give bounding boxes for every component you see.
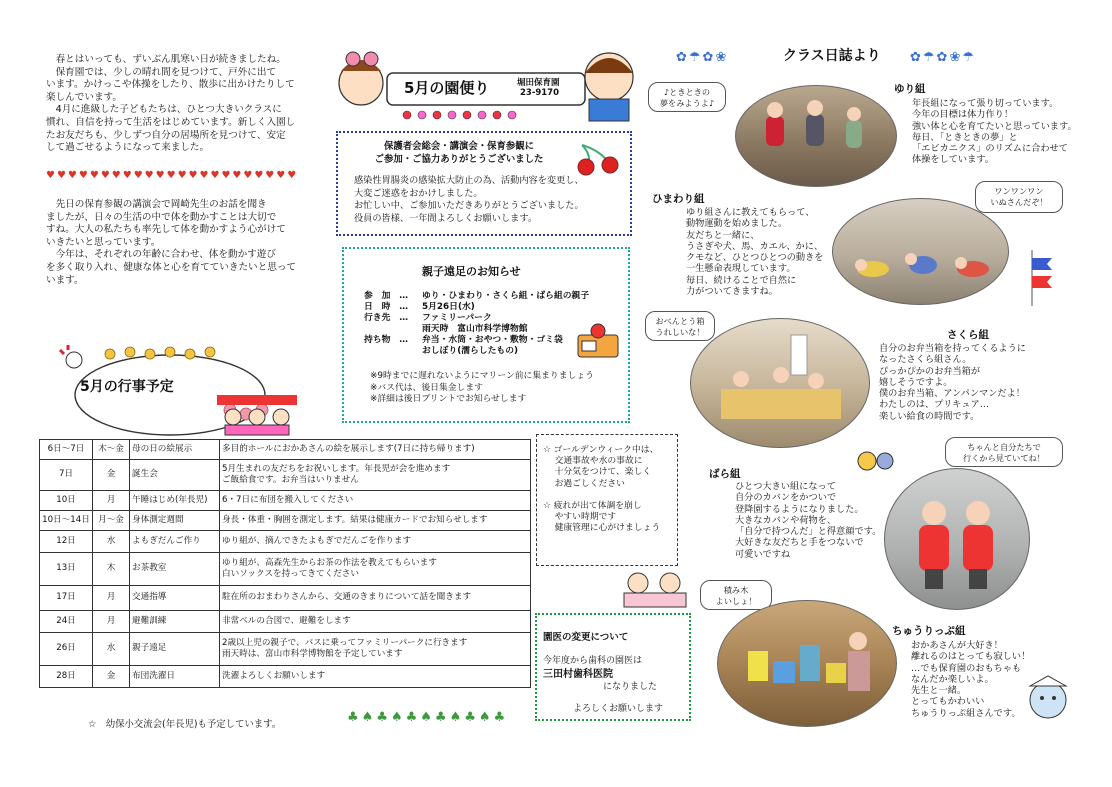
nursery-name: 堀田保育園: [517, 78, 560, 88]
schedule-date: 10日～14日: [40, 511, 93, 531]
class-name-sakura: さくら組: [947, 329, 989, 341]
table-row: [40, 633, 531, 666]
schedule-title: 5月の行事予定: [80, 379, 174, 395]
schedule-day: 月～金: [93, 511, 130, 531]
class-text-chuurippu: おかあさんが大好き！ 離れるのはとっても寂しい！ …でも保育園のおもちゃも なんだか楽しいよ。 先生と一緒。 とってもかわいい ちゅうりっぷ組さんです。: [911, 640, 1031, 719]
dentist-line3: よろしくお願いします: [573, 704, 664, 714]
bubble-sakura: おべんとう箱 うれしいな！: [645, 311, 715, 341]
cherry-icon: [566, 141, 626, 177]
health-note-box: [536, 434, 678, 566]
chick-sticker-icon: [1020, 672, 1076, 722]
schedule-day: 木: [93, 553, 130, 586]
schedule-event: お茶教室: [130, 553, 220, 586]
schedule-date: 7日: [40, 460, 93, 491]
excursion-label: 行き先 …: [364, 313, 408, 323]
bubble-himawari: ワンワンワン いぬさんだぞ！: [975, 181, 1063, 213]
schedule-detail: 身長・体重・胸囲を測定します。結果は健康カードでお知らせします: [220, 511, 531, 531]
schedule-date: 26日: [40, 633, 93, 666]
schedule-date: 10日: [40, 491, 93, 511]
dentist-line1: 今年度から歯科の園医は: [543, 656, 643, 666]
schedule-table: [39, 439, 531, 688]
schedule-day: 月: [93, 491, 130, 511]
schedule-date: 6日～7日: [40, 440, 93, 460]
schedule-event: 身体測定週間: [130, 511, 220, 531]
excursion-value: ゆり・ひまわり・さくら組・ばら組の親子: [422, 291, 590, 301]
strawberry-divider-icon: ♥♥♥♥♥♥♥♥♥♥♥♥♥♥♥♥♥♥♥♥♥♥♥: [46, 170, 299, 181]
excursion-row: [364, 302, 626, 313]
schedule-detail: 洗濯よろしくお願いします: [220, 666, 531, 688]
excursion-label: 持ち物 …: [364, 335, 408, 345]
schedule-date: 17日: [40, 586, 93, 611]
schedule-event: 交通指導: [130, 586, 220, 611]
photo-himawari: [832, 198, 1009, 305]
schedule-event: 母の日の絵展示: [130, 440, 220, 460]
schedule-day: 金: [93, 460, 130, 491]
schedule-detail: ゆり組が、摘んできたよもぎでだんごを作ります: [220, 531, 531, 553]
dentist-title: 園医の変更について: [543, 632, 629, 643]
schedule-detail: 6・7日に布団を搬入してください: [220, 491, 531, 511]
schedule-date: 28日: [40, 666, 93, 688]
schedule-detail: 多目的ホールにおかあさんの絵を展示します(7日に持ち帰ります): [220, 440, 531, 460]
excursion-value: 弁当・水筒・おやつ・敷物・ゴミ袋 おしぼり(濡らしたもの): [422, 335, 563, 356]
photo-chuurippu: [717, 600, 897, 727]
dentist-name: 三田村歯科医院: [543, 669, 613, 680]
dentist-line2: になりました: [603, 682, 658, 692]
excursion-notice-box: [342, 247, 630, 423]
schedule-detail: 駐在所のおまわりさんから、交通のきまりについて話を聞きます: [220, 586, 531, 611]
class-name-chuurippu: ちゅうりっぷ組: [892, 625, 966, 637]
bubble-yuri: ♪ときときの 夢をみようよ♪: [648, 82, 726, 112]
schedule-event: 誕生会: [130, 460, 220, 491]
class-text-yuri: 年長組になって張り切っています。 今年の目標は体力作り！ 強い体と心を育てたいと思っています。 毎日、「ときときの夢」と 「エビカニクス」のリズムに合わせて 体操をしています。: [912, 98, 1077, 166]
thanks-notice-title: 保護者会総会・講演会・保育参観に ご参加・ご協力ありがとうございました: [374, 141, 544, 165]
schedule-footnote: ☆ 幼保小交流会(年長児)も予定しています。: [88, 719, 282, 730]
schedule-detail: 非常ベルの合図で、避難をします: [220, 611, 531, 633]
schedule-date: 12日: [40, 531, 93, 553]
excursion-row: [364, 291, 626, 302]
header-title: 5月の園便り: [404, 79, 490, 97]
schedule-day: 水: [93, 531, 130, 553]
excursion-label: 日 時 …: [364, 302, 408, 312]
excursion-value: 5月26日(水): [422, 302, 475, 312]
schedule-event: 布団洗濯日: [130, 666, 220, 688]
table-row: [40, 440, 531, 460]
schedule-event: よもぎだんご作り: [130, 531, 220, 553]
class-name-yuri: ゆり組: [894, 83, 926, 95]
schedule-event: 午睡はじめ(年長児): [130, 491, 220, 511]
schedule-day: 金: [93, 666, 130, 688]
health-note-text: ☆ ゴールデンウィーク中は、 交通事故や水の事故に 十分気をつけて、楽しく お過ごしください ☆ 疲れが出て体調を崩し やすい時期です 健康管理に心がけましょう: [543, 445, 661, 534]
schedule-day: 水: [93, 633, 130, 666]
excursion-title: 親子遠足のお知らせ: [422, 265, 521, 278]
dentist-notice-box: [535, 613, 691, 721]
nursery-phone: 23-9170: [520, 88, 560, 98]
schedule-day: 月: [93, 611, 130, 633]
photo-sakura: [690, 318, 870, 448]
schedule-date: 13日: [40, 553, 93, 586]
class-name-himawari: ひまわり組: [652, 193, 705, 205]
schedule-event: 親子遠足: [130, 633, 220, 666]
schedule-day: 月: [93, 586, 130, 611]
header-icons-right: ✿☂✿❀☂: [910, 50, 976, 65]
thanks-notice-body: 感染性胃腸炎の感染拡大防止の為、活動内容を変更し、 大変ご迷惑をおかけしました。 お忙しい中、ご参加いただきありがとうございました。 役員の皆様、一年間よろしくお願いします。: [354, 175, 584, 224]
table-row: [40, 491, 531, 511]
animal-sticker-icon: [855, 445, 895, 475]
table-row: [40, 611, 531, 633]
schedule-event: 避難訓練: [130, 611, 220, 633]
bubble-bara: ちゃんと自分たちで 行くから見ていてね！: [945, 437, 1063, 467]
lunchbox-icon: [574, 321, 624, 361]
class-name-bara: ばら組: [709, 468, 741, 480]
class-text-bara: ひとつ大きい組になって 自分のカバンをかついで 登降園するようになりました。 大きなカバンや荷物を、 「自分で持つんだ」と得意顔です。 大好きな友だちと手をつないで 可愛いですね: [735, 481, 882, 560]
schedule-detail: 2歳以上児の親子で、バスに乗ってファミリーパークに行きます 雨天時は、富山市科学博物館を予定しています: [220, 633, 531, 666]
header-icons-left: ✿☂✿❀: [676, 50, 729, 65]
excursion-value: ファミリーパーク 雨天時 富山市科学博物館: [422, 313, 528, 334]
intro-paragraph-1: 春とはいっても、ずいぶん肌寒い日が続きましたね。 保育園では、少しの晴れ間を見つけて、戸外に出て います。かけっこや体操をしたり、散歩に出かけたりして 楽しんでいます。 4月に進級した子どもたちは、ひとつ大きいクラスに 慣れ、自信を持って生活をはじめています。新しく入園し たお友だちも、少しずつ自分の居場所を見つけて、安定 して過ごせるようになって来ました。: [46, 54, 296, 154]
schedule-day: 木～金: [93, 440, 130, 460]
schedule-detail: 5月生まれの友だちをお祝いします。年長児が会を進めます ご飯給食です。お弁当はいりません: [220, 460, 531, 491]
intro-paragraph-2: 先日の保育参観の講演会で岡崎先生のお話を聞き ましたが、日々の生活の中で体を動かすことは大切で すね。大人の私たちも率先して体を動かすよう心がけて いきたいと思っています。 今年は、それぞれの年齢に合わせ、体を動かす遊び を多く取り入れ、健康な体と心を育てていきたいと思って います。: [46, 199, 297, 286]
table-row: [40, 511, 531, 531]
clover-divider-icon: ♣♠♣♠♣♠♣♠♣♠♣: [347, 710, 509, 725]
class-text-sakura: 自分のお弁当箱を持ってくるように なったさくら組さん。 ぴっかぴかのお弁当箱が 嬉しそうですよ。 僕のお弁当箱、アンパンマンだよ！ わたしのは、プリキュア… 楽しい給食の時間です。: [879, 343, 1026, 422]
children-reading-illustration: [618, 567, 694, 611]
carp-streamer-icon: [1028, 250, 1058, 306]
table-row: [40, 460, 531, 491]
diary-title: クラス日誌より: [783, 48, 881, 64]
table-row: [40, 531, 531, 553]
thanks-notice-box: [336, 131, 632, 236]
schedule-detail: ゆり組が、高森先生からお茶の作法を教えてもらいます 白いソックスを持ってきてください: [220, 553, 531, 586]
table-row: [40, 666, 531, 688]
children-illustration: [215, 393, 300, 438]
photo-bara: [884, 468, 1030, 610]
excursion-notes: ※9時までに遅れないようにマリーン前に集まりましょう ※バス代は、後日集金します ※詳細は後日プリントでお知らせします: [370, 371, 594, 404]
excursion-label: 参 加 …: [364, 291, 408, 301]
class-text-himawari: ゆり組さんに教えてもらって、 動物運動を始めました。 友だちと一緒に、 うさぎや犬、馬、カエル、かに、 クモなど、ひとつひとつの動きを 一生懸命表現しています。 毎日、続けることで自然に 力がついてきますね。: [686, 207, 824, 298]
table-row: [40, 553, 531, 586]
photo-yuri: [735, 85, 897, 187]
table-row: [40, 586, 531, 611]
schedule-date: 24日: [40, 611, 93, 633]
bubble-chuurippu: 積み木 よいしょ！: [700, 580, 772, 610]
